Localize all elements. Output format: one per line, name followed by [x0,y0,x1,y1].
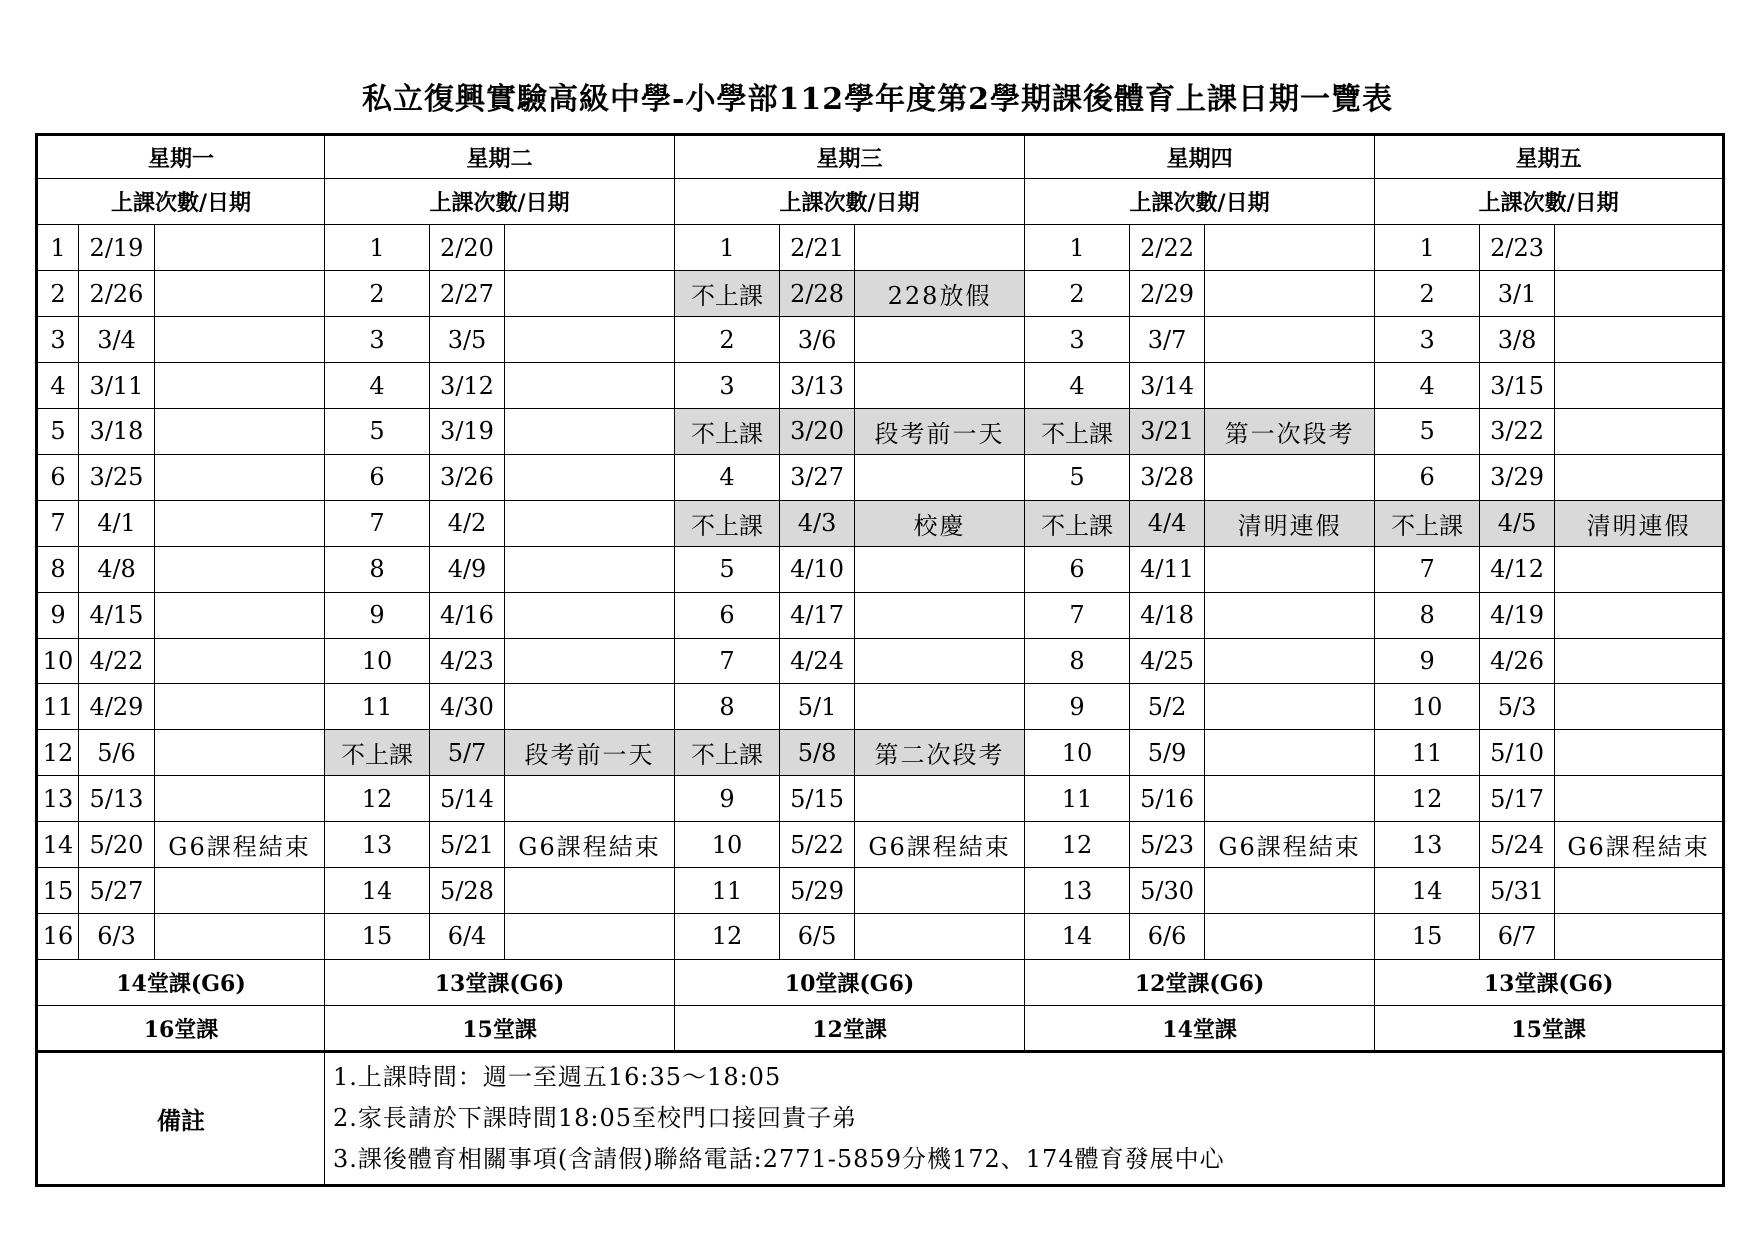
note-cell [1555,409,1724,455]
session-number-cell: 13 [37,776,79,822]
session-number-cell: 8 [37,546,79,592]
date-cell: 6/3 [79,913,155,959]
session-number-cell: 11 [675,868,780,914]
total-g6-cell: 13堂課(G6) [325,959,675,1005]
day-header: 星期三 [675,135,1025,179]
session-number-cell: 16 [37,913,79,959]
date-cell: 5/30 [1130,868,1205,914]
note-cell [1205,225,1375,271]
session-number-cell: 1 [325,225,430,271]
note-cell [505,317,675,363]
note-cell [1555,776,1724,822]
note-cell: 第二次段考 [855,730,1025,776]
note-cell [1205,776,1375,822]
session-number-cell: 6 [37,454,79,500]
note-cell: G6課程結束 [1555,822,1724,868]
session-number-cell: 13 [1375,822,1480,868]
date-cell: 4/5 [1480,500,1555,546]
date-cell: 4/8 [79,546,155,592]
session-number-cell: 10 [37,638,79,684]
note-cell [1205,546,1375,592]
table-row [37,409,1724,455]
date-cell: 3/11 [79,363,155,409]
session-number-cell: 5 [1375,409,1480,455]
session-number-cell: 14 [1375,868,1480,914]
date-cell: 4/3 [780,500,855,546]
session-number-cell: 15 [325,913,430,959]
date-cell: 6/7 [1480,913,1555,959]
note-cell [1555,592,1724,638]
table-row [37,454,1724,500]
date-cell: 5/23 [1130,822,1205,868]
session-number-cell: 8 [675,684,780,730]
session-number-cell: 9 [1025,684,1130,730]
note-cell [855,868,1025,914]
session-number-cell: 1 [1375,225,1480,271]
session-number-cell: 9 [1375,638,1480,684]
remark-line: 1.上課時間：週一至週五16:35～18:05 [333,1063,782,1092]
remarks-row [37,1052,1724,1186]
date-cell: 4/24 [780,638,855,684]
session-number-cell: 10 [1025,730,1130,776]
note-cell: G6課程結束 [505,822,675,868]
note-cell [505,271,675,317]
date-cell: 3/5 [430,317,505,363]
date-cell: 5/21 [430,822,505,868]
note-cell [155,684,325,730]
total-g6-cell: 14堂課(G6) [37,959,325,1005]
subheader-row [37,179,1724,225]
date-cell: 3/4 [79,317,155,363]
note-cell: 清明連假 [1205,500,1375,546]
date-cell: 3/25 [79,454,155,500]
note-cell [155,271,325,317]
date-cell: 5/8 [780,730,855,776]
total-g6-cell: 10堂課(G6) [675,959,1025,1005]
note-cell [855,776,1025,822]
session-number-cell: 2 [675,317,780,363]
day-header: 星期五 [1375,135,1724,179]
note-cell [1205,638,1375,684]
date-cell: 3/18 [79,409,155,455]
date-cell: 3/20 [780,409,855,455]
session-number-cell: 4 [1025,363,1130,409]
session-number-cell: 4 [1375,363,1480,409]
date-cell: 4/26 [1480,638,1555,684]
total-cell: 16堂課 [37,1006,325,1052]
date-cell: 5/9 [1130,730,1205,776]
date-cell: 4/9 [430,546,505,592]
date-cell: 5/16 [1130,776,1205,822]
note-cell [155,454,325,500]
note-cell [155,546,325,592]
note-cell [505,546,675,592]
note-cell [155,730,325,776]
session-number-cell: 4 [37,363,79,409]
session-number-cell: 12 [37,730,79,776]
date-cell: 5/13 [79,776,155,822]
note-cell [155,317,325,363]
note-cell [505,454,675,500]
schedule-table [35,133,1725,1187]
date-cell: 5/3 [1480,684,1555,730]
session-number-cell: 11 [1375,730,1480,776]
date-cell: 3/27 [780,454,855,500]
date-cell: 4/16 [430,592,505,638]
no-class-cell: 不上課 [1375,500,1480,546]
session-number-cell: 9 [37,592,79,638]
note-cell [855,225,1025,271]
session-date-header: 上課次數/日期 [325,179,675,225]
session-number-cell: 11 [37,684,79,730]
table-row [37,592,1724,638]
date-cell: 5/17 [1480,776,1555,822]
date-cell: 5/28 [430,868,505,914]
session-number-cell: 1 [675,225,780,271]
session-number-cell: 12 [1025,822,1130,868]
note-cell [155,500,325,546]
note-cell: 清明連假 [1555,500,1724,546]
note-cell [155,913,325,959]
session-number-cell: 13 [1025,868,1130,914]
total-cell: 14堂課 [1025,1006,1375,1052]
session-number-cell: 12 [1375,776,1480,822]
date-cell: 5/24 [1480,822,1555,868]
session-number-cell: 2 [1375,271,1480,317]
note-cell [1205,317,1375,363]
note-cell [1205,454,1375,500]
session-number-cell: 4 [325,363,430,409]
session-number-cell: 7 [325,500,430,546]
note-cell [155,776,325,822]
date-cell: 4/25 [1130,638,1205,684]
date-cell: 5/10 [1480,730,1555,776]
note-cell [1555,638,1724,684]
session-number-cell: 14 [37,822,79,868]
table-row [37,730,1724,776]
date-cell: 2/20 [430,225,505,271]
session-number-cell: 3 [37,317,79,363]
session-number-cell: 10 [1375,684,1480,730]
table-row [37,684,1724,730]
note-cell: 段考前一天 [505,730,675,776]
note-cell [155,868,325,914]
no-class-cell: 不上課 [675,409,780,455]
session-number-cell: 6 [675,592,780,638]
note-cell [505,409,675,455]
session-number-cell: 15 [37,868,79,914]
date-cell: 4/11 [1130,546,1205,592]
note-cell [1555,868,1724,914]
session-number-cell: 15 [1375,913,1480,959]
table-row [37,317,1724,363]
date-cell: 5/7 [430,730,505,776]
table-row [37,776,1724,822]
date-cell: 2/19 [79,225,155,271]
note-cell [1555,225,1724,271]
note-cell [1555,684,1724,730]
table-row [37,868,1724,914]
note-cell [1205,363,1375,409]
no-class-cell: 不上課 [325,730,430,776]
session-number-cell: 3 [1375,317,1480,363]
date-cell: 3/21 [1130,409,1205,455]
date-cell: 5/2 [1130,684,1205,730]
date-cell: 2/26 [79,271,155,317]
table-row [37,225,1724,271]
date-cell: 5/20 [79,822,155,868]
date-cell: 4/4 [1130,500,1205,546]
remarks-label: 備註 [37,1052,325,1186]
session-number-cell: 13 [325,822,430,868]
date-cell: 2/27 [430,271,505,317]
total-cell: 15堂課 [1375,1006,1724,1052]
date-cell: 2/28 [780,271,855,317]
total-g6-cell: 13堂課(G6) [1375,959,1724,1005]
note-cell: 228放假 [855,271,1025,317]
session-date-header: 上課次數/日期 [1025,179,1375,225]
date-cell: 2/22 [1130,225,1205,271]
session-number-cell: 11 [1025,776,1130,822]
note-cell [505,684,675,730]
session-number-cell: 7 [1375,546,1480,592]
session-number-cell: 3 [675,363,780,409]
note-cell [1205,913,1375,959]
date-cell: 3/13 [780,363,855,409]
session-number-cell: 5 [325,409,430,455]
note-cell [855,546,1025,592]
date-cell: 3/1 [1480,271,1555,317]
note-cell [1205,684,1375,730]
session-number-cell: 12 [675,913,780,959]
note-cell [1555,271,1724,317]
date-cell: 3/22 [1480,409,1555,455]
note-cell [505,592,675,638]
session-number-cell: 1 [37,225,79,271]
date-cell: 3/26 [430,454,505,500]
session-number-cell: 9 [325,592,430,638]
session-number-cell: 6 [325,454,430,500]
note-cell [1555,546,1724,592]
date-cell: 2/21 [780,225,855,271]
session-number-cell: 8 [325,546,430,592]
date-cell: 5/27 [79,868,155,914]
table-row [37,913,1724,959]
note-cell: 段考前一天 [855,409,1025,455]
note-cell [505,776,675,822]
date-cell: 4/18 [1130,592,1205,638]
date-cell: 4/1 [79,500,155,546]
session-number-cell: 7 [1025,592,1130,638]
session-number-cell: 6 [1025,546,1130,592]
day-header-row [37,135,1724,179]
session-date-header: 上課次數/日期 [37,179,325,225]
session-date-header: 上課次數/日期 [1375,179,1724,225]
date-cell: 6/6 [1130,913,1205,959]
note-cell: 第一次段考 [1205,409,1375,455]
no-class-cell: 不上課 [675,271,780,317]
table-row [37,500,1724,546]
session-number-cell: 14 [1025,913,1130,959]
date-cell: 3/6 [780,317,855,363]
date-cell: 5/15 [780,776,855,822]
no-class-cell: 不上課 [675,500,780,546]
session-number-cell: 8 [1025,638,1130,684]
session-number-cell: 7 [675,638,780,684]
date-cell: 3/7 [1130,317,1205,363]
note-cell [505,225,675,271]
session-number-cell: 8 [1375,592,1480,638]
page-title: 私立復興實驗高級中學-小學部112學年度第2學期課後體育上課日期一覽表 [362,82,1393,117]
date-cell: 6/5 [780,913,855,959]
date-cell: 3/19 [430,409,505,455]
session-number-cell: 10 [325,638,430,684]
note-cell: G6課程結束 [1205,822,1375,868]
date-cell: 4/12 [1480,546,1555,592]
remarks-content [325,1052,1724,1186]
note-cell [1205,868,1375,914]
date-cell: 2/29 [1130,271,1205,317]
date-cell: 3/8 [1480,317,1555,363]
date-cell: 3/14 [1130,363,1205,409]
session-number-cell: 7 [37,500,79,546]
session-number-cell: 3 [325,317,430,363]
date-cell: 4/17 [780,592,855,638]
date-cell: 4/2 [430,500,505,546]
note-cell: G6課程結束 [855,822,1025,868]
date-cell: 4/23 [430,638,505,684]
table-row [37,822,1724,868]
table-row [37,271,1724,317]
remark-line: 2.家長請於下課時間18:05至校門口接回貴子弟 [333,1104,858,1133]
session-number-cell: 14 [325,868,430,914]
total-g6-cell: 12堂課(G6) [1025,959,1375,1005]
date-cell: 4/22 [79,638,155,684]
note-cell [855,592,1025,638]
total-cell: 15堂課 [325,1006,675,1052]
table-row [37,363,1724,409]
session-number-cell: 2 [37,271,79,317]
date-cell: 3/12 [430,363,505,409]
note-cell [855,638,1025,684]
note-cell [1555,363,1724,409]
note-cell [505,500,675,546]
date-cell: 3/15 [1480,363,1555,409]
date-cell: 3/28 [1130,454,1205,500]
remark-line: 3.課後體育相關事項(含請假)聯絡電話:2771-5859分機172、174體育發展中心 [333,1145,1225,1174]
note-cell [505,363,675,409]
session-number-cell: 10 [675,822,780,868]
note-cell [855,363,1025,409]
no-class-cell: 不上課 [1025,500,1130,546]
session-number-cell: 6 [1375,454,1480,500]
note-cell [855,317,1025,363]
date-cell: 6/4 [430,913,505,959]
date-cell: 5/29 [780,868,855,914]
note-cell [505,638,675,684]
session-number-cell: 12 [325,776,430,822]
session-date-header: 上課次數/日期 [675,179,1025,225]
note-cell [1205,271,1375,317]
note-cell [155,592,325,638]
note-cell [1205,592,1375,638]
date-cell: 5/1 [780,684,855,730]
day-header: 星期二 [325,135,675,179]
date-cell: 4/29 [79,684,155,730]
note-cell [855,684,1025,730]
note-cell [155,225,325,271]
note-cell [1555,913,1724,959]
note-cell: 校慶 [855,500,1025,546]
session-number-cell: 5 [1025,454,1130,500]
date-cell: 5/31 [1480,868,1555,914]
session-number-cell: 5 [37,409,79,455]
session-number-cell: 4 [675,454,780,500]
table-row [37,546,1724,592]
day-header: 星期一 [37,135,325,179]
date-cell: 5/6 [79,730,155,776]
note-cell [1555,454,1724,500]
note-cell [1205,730,1375,776]
date-cell: 3/29 [1480,454,1555,500]
note-cell: G6課程結束 [155,822,325,868]
session-number-cell: 2 [325,271,430,317]
total-g6-row [37,959,1724,1005]
date-cell: 5/22 [780,822,855,868]
note-cell [1555,730,1724,776]
note-cell [855,454,1025,500]
date-cell: 5/14 [430,776,505,822]
note-cell [155,638,325,684]
date-cell: 4/15 [79,592,155,638]
note-cell [1555,317,1724,363]
session-number-cell: 3 [1025,317,1130,363]
no-class-cell: 不上課 [675,730,780,776]
table-row [37,638,1724,684]
date-cell: 4/19 [1480,592,1555,638]
session-number-cell: 2 [1025,271,1130,317]
note-cell [855,913,1025,959]
note-cell [505,868,675,914]
date-cell: 4/30 [430,684,505,730]
session-number-cell: 9 [675,776,780,822]
date-cell: 4/10 [780,546,855,592]
note-cell [155,409,325,455]
day-header: 星期四 [1025,135,1375,179]
session-number-cell: 5 [675,546,780,592]
session-number-cell: 1 [1025,225,1130,271]
note-cell [155,363,325,409]
total-cell: 12堂課 [675,1006,1025,1052]
total-row [37,1006,1724,1052]
date-cell: 2/23 [1480,225,1555,271]
session-number-cell: 11 [325,684,430,730]
note-cell [505,913,675,959]
no-class-cell: 不上課 [1025,409,1130,455]
